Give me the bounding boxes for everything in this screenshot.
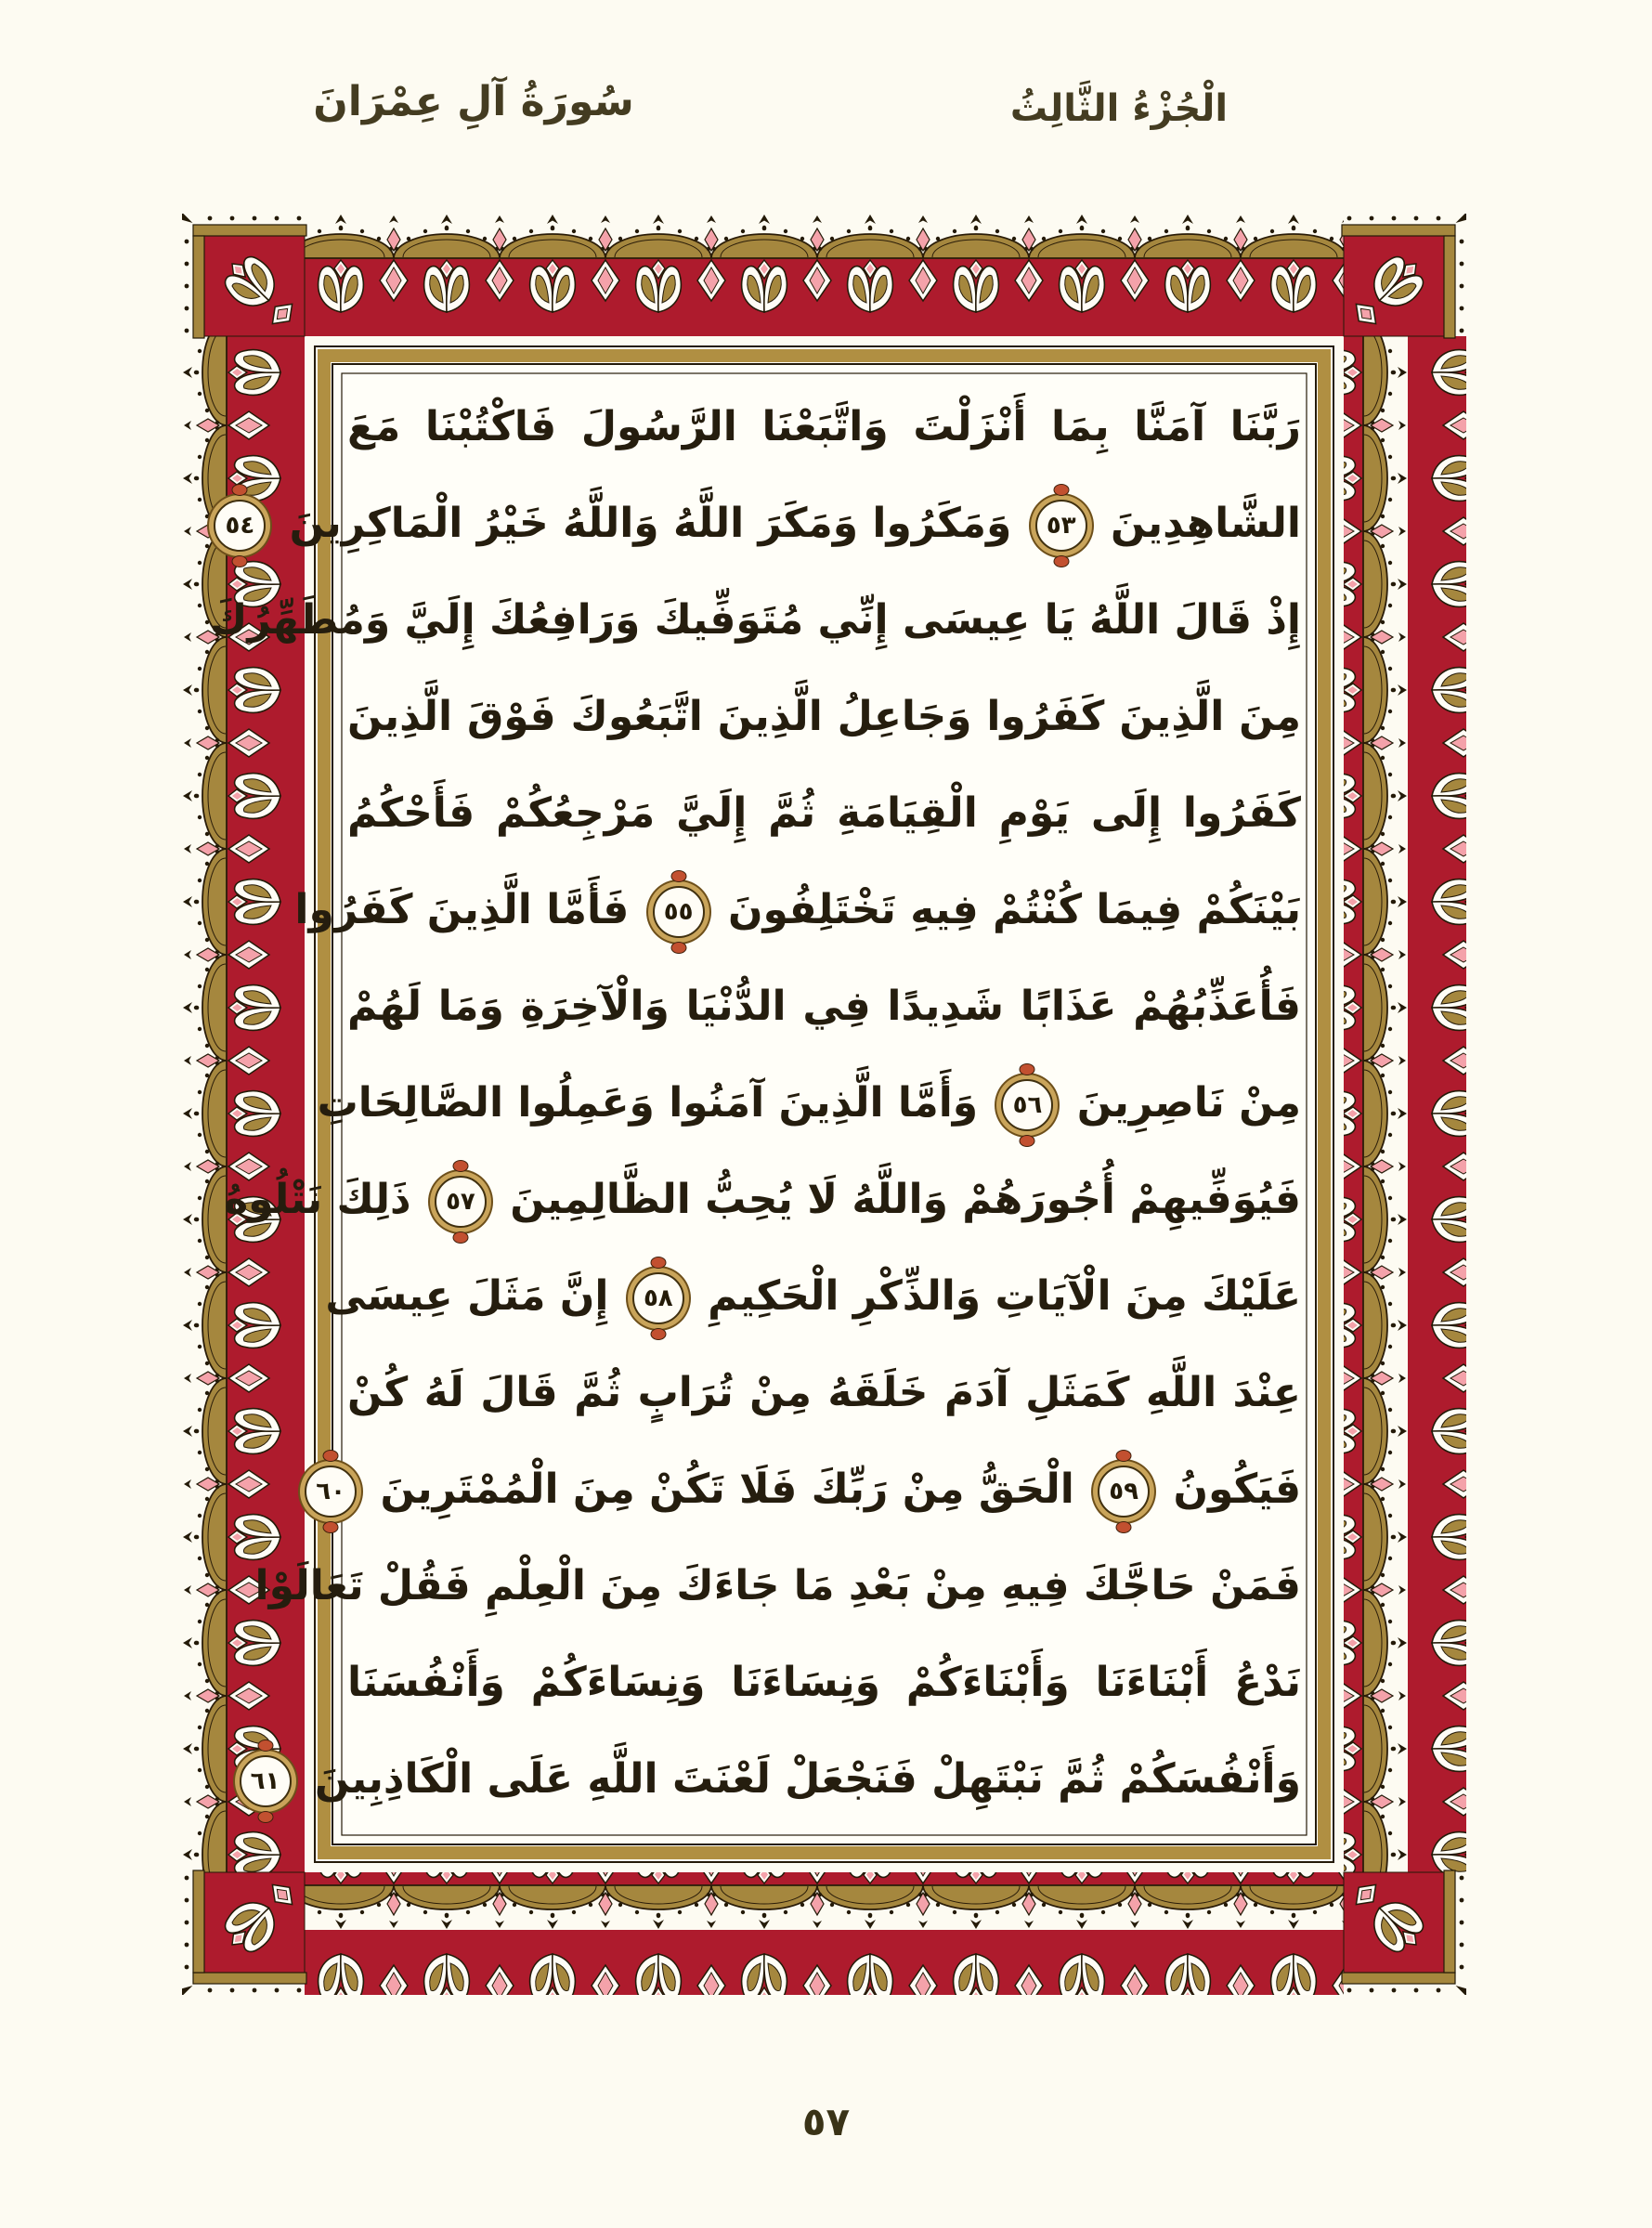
quran-line-15: [250, 1731, 1301, 1828]
page-number: ٥٧: [801, 2099, 851, 2144]
ayah-text: عِنْدَ اللَّهِ كَمَثَلِ آدَمَ خَلَقَهُ مِنْ تُرَابٍ ثُمَّ قَالَ لَهُ كُنْ: [347, 1369, 1301, 1416]
ayah-text: فَأَمَّا الَّذِينَ كَفَرُوا: [294, 886, 630, 933]
quran-line-3: [210, 572, 1301, 669]
quran-line-1: [347, 379, 1301, 476]
verse-number-medallion: ٥٦: [1001, 1079, 1053, 1131]
ayah-text: الشَّاهِدِينَ: [1111, 500, 1301, 547]
ayah-text: مِنْ نَاصِرِينَ: [1076, 1079, 1301, 1127]
ayah-text: إِذْ قَالَ اللَّهُ يَا عِيسَى إِنِّي مُتَوَفِّيكَ وَرَافِعُكَ إِلَيَّ وَمُطَهِّرُكَ: [210, 596, 1301, 644]
ayah-text: فَمَنْ حَاجَّكَ فِيهِ مِنْ بَعْدِ مَا جَاءَكَ مِنَ الْعِلْمِ فَقُلْ تَعَالَوْا: [254, 1562, 1301, 1609]
quran-line-7: [347, 958, 1301, 1055]
ayah-text: بَيْنَكُمْ فِيمَا كُنْتُمْ فِيهِ تَخْتَلِفُونَ: [727, 886, 1301, 933]
ayah-text: ذَلِكَ نَتْلُوهُ: [224, 1176, 411, 1223]
ayah-text: فَيُوَفِّيهِمْ أُجُورَهُمْ وَاللَّهُ لَا يُحِبُّ الظَّالِمِينَ: [510, 1176, 1301, 1223]
quran-line-9: [224, 1152, 1301, 1248]
surah-name-header: سُورَةُ آلِ عِمْرَانَ: [313, 78, 634, 125]
quran-line-8: [317, 1055, 1301, 1152]
verse-number-medallion: ٥٣: [1035, 500, 1087, 552]
ayah-text: فَأُعَذِّبُهُمْ عَذَابًا شَدِيدًا فِي الدُّنْيَا وَالْآخِرَةِ وَمَا لَهُمْ: [347, 983, 1301, 1030]
ayah-text: نَدْعُ أَبْنَاءَنَا وَأَبْنَاءَكُمْ وَنِسَاءَنَا وَنِسَاءَكُمْ وَأَنْفُسَنَا: [347, 1659, 1301, 1706]
verse-number-medallion: ٦١: [240, 1755, 292, 1807]
verse-number-medallion: ٥٩: [1098, 1466, 1150, 1518]
quran-line-4: [347, 669, 1301, 765]
quran-line-11: [347, 1345, 1301, 1441]
ayah-text: فَيَكُونُ: [1173, 1466, 1301, 1513]
verse-number-medallion: ٥٧: [435, 1176, 487, 1228]
quran-line-13: [254, 1538, 1301, 1635]
ayah-text: وَمَكَرُوا وَمَكَرَ اللَّهُ وَاللَّهُ خَيْرُ الْمَاكِرِينَ: [289, 500, 1012, 547]
verse-number-medallion: ٦٠: [305, 1466, 357, 1518]
ayah-text: رَبَّنَا آمَنَّا بِمَا أَنْزَلْتَ وَاتَّبَعْنَا الرَّسُولَ فَاكْتُبْنَا مَعَ: [347, 403, 1301, 450]
ayah-text: وَأَنْفُسَكُمْ ثُمَّ نَبْتَهِلْ فَنَجْعَلْ لَعْنَتَ اللَّهِ عَلَى الْكَاذِبِينَ: [314, 1755, 1301, 1803]
juz-header: الْجُزْءُ الثَّالِثُ: [1009, 87, 1229, 130]
quran-line-5: [347, 765, 1301, 862]
quran-line-2: [225, 476, 1301, 572]
ayah-text: مِنَ الَّذِينَ كَفَرُوا وَجَاعِلُ الَّذِينَ اتَّبَعُوكَ فَوْقَ الَّذِينَ: [347, 693, 1301, 740]
ayah-text: الْحَقُّ مِنْ رَبِّكَ فَلَا تَكُنْ مِنَ الْمُمْتَرِينَ: [380, 1466, 1074, 1513]
ayah-text: وَأَمَّا الَّذِينَ آمَنُوا وَعَمِلُوا الصَّالِحَاتِ: [317, 1079, 979, 1127]
verse-number-medallion: ٥٤: [214, 500, 266, 552]
quran-line-6: [294, 862, 1301, 958]
verse-number-medallion: ٥٥: [653, 886, 705, 938]
ayah-text: إِنَّ مَثَلَ عِيسَى: [325, 1272, 609, 1320]
quran-line-14: [347, 1635, 1301, 1731]
ayah-text: عَلَيْكَ مِنَ الْآيَاتِ وَالذِّكْرِ الْحَكِيمِ: [708, 1272, 1301, 1320]
quran-line-12: [316, 1441, 1301, 1538]
verse-number-medallion: ٥٨: [632, 1272, 684, 1324]
quran-line-10: [325, 1248, 1301, 1345]
ayah-text: كَفَرُوا إِلَى يَوْمِ الْقِيَامَةِ ثُمَّ إِلَيَّ مَرْجِعُكُمْ فَأَحْكُمُ: [347, 789, 1301, 837]
quran-text-area: [210, 379, 1301, 1830]
